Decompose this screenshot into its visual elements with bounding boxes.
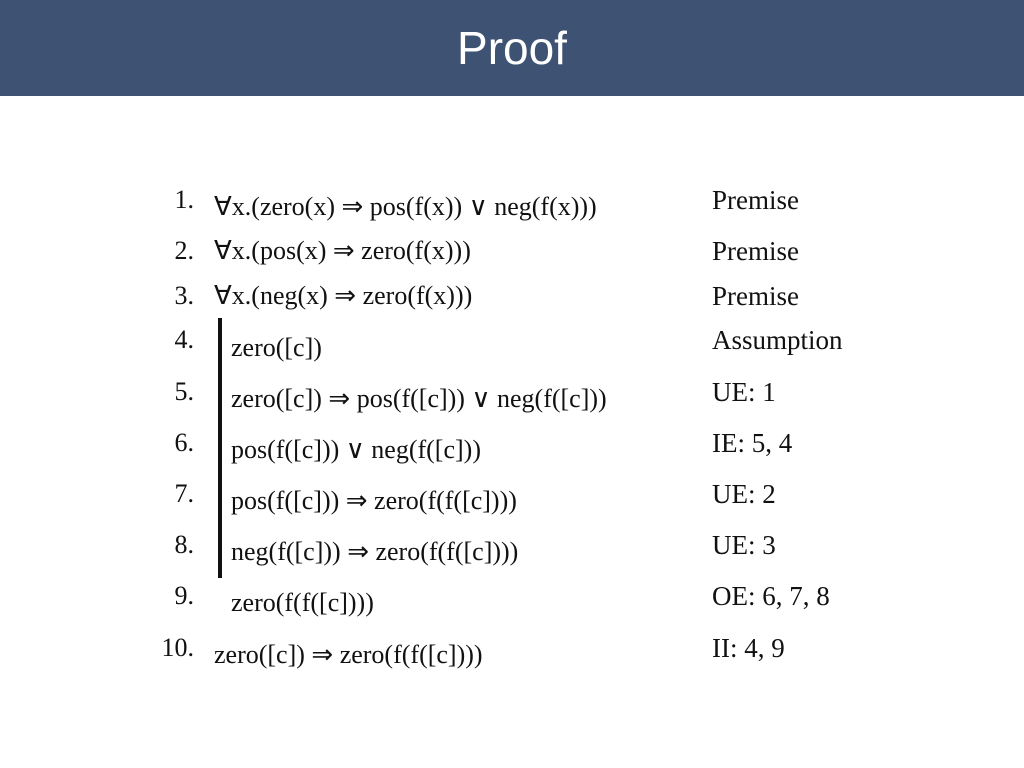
line-number: 7. xyxy=(174,479,194,508)
proof-formula: ∀x.(neg(x) ⇒ zero(f(x))) xyxy=(214,281,473,310)
line-number: 5. xyxy=(174,377,194,406)
justification: UE: 3 xyxy=(712,530,776,560)
proof-formula: ∀x.(pos(x) ⇒ zero(f(x))) xyxy=(214,236,471,265)
proof-formula: pos(f([c])) ∨ neg(f([c])) xyxy=(231,435,481,464)
assumption-scope-bar xyxy=(218,318,222,578)
justification: Premise xyxy=(712,236,799,266)
slide-title: Proof xyxy=(457,22,567,74)
line-number: 1. xyxy=(174,185,194,214)
proof-formula: zero([c]) ⇒ pos(f([c])) ∨ neg(f([c])) xyxy=(231,384,607,413)
justification: II: 4, 9 xyxy=(712,633,785,663)
line-number: 10. xyxy=(161,633,194,662)
proof-formula: zero([c]) ⇒ zero(f(f([c]))) xyxy=(214,640,483,669)
justification: UE: 1 xyxy=(712,377,776,407)
line-number: 4. xyxy=(174,325,194,354)
proof-formula: ∀x.(zero(x) ⇒ pos(f(x)) ∨ neg(f(x))) xyxy=(214,192,597,221)
proof-formula: zero(f(f([c]))) xyxy=(231,588,374,617)
line-number: 6. xyxy=(174,428,194,457)
justification: Premise xyxy=(712,185,799,215)
title-bar xyxy=(0,0,1024,96)
line-number: 9. xyxy=(174,581,194,610)
justification: IE: 5, 4 xyxy=(712,428,793,458)
line-number: 2. xyxy=(174,236,194,265)
justification: OE: 6, 7, 8 xyxy=(712,581,830,611)
proof-formula: pos(f([c])) ⇒ zero(f(f([c]))) xyxy=(231,486,517,515)
justification: Premise xyxy=(712,281,799,311)
proof-formula: neg(f([c])) ⇒ zero(f(f([c]))) xyxy=(231,537,519,566)
justification: Assumption xyxy=(712,325,843,355)
line-number: 3. xyxy=(174,281,194,310)
justification: UE: 2 xyxy=(712,479,776,509)
line-number: 8. xyxy=(174,530,194,559)
proof-formula: zero([c]) xyxy=(231,333,322,362)
